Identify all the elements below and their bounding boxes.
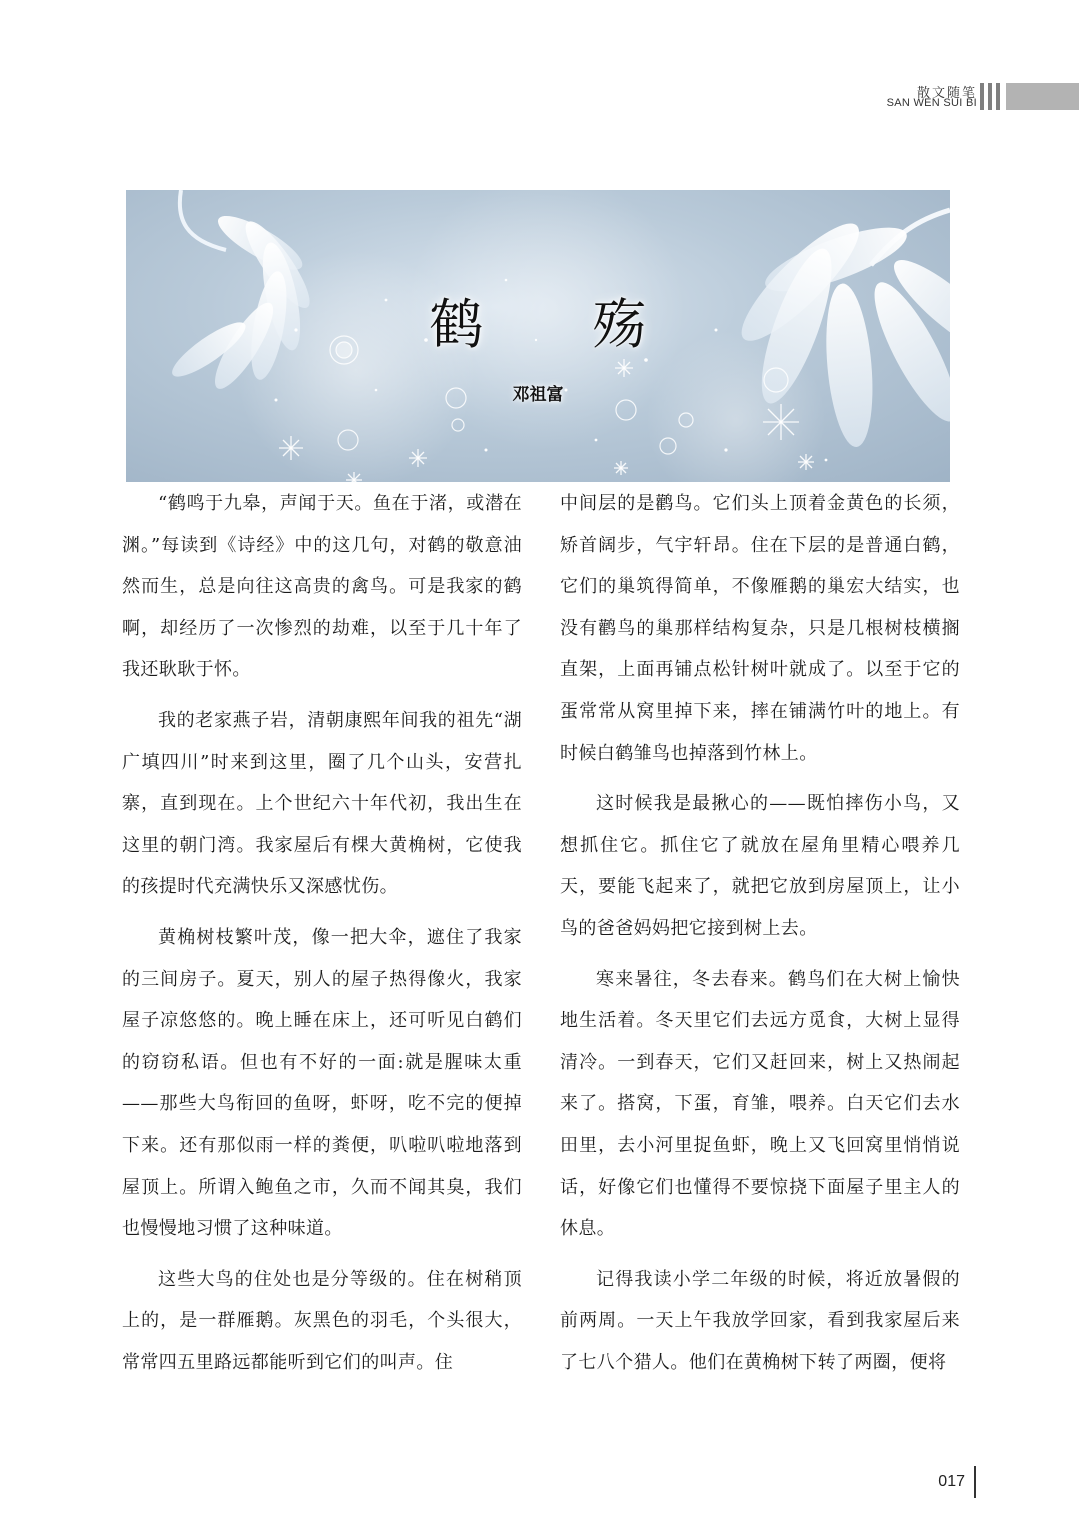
text-column-right bbox=[560, 483, 960, 1383]
page-number-rule bbox=[974, 1466, 976, 1498]
article-title: 鹤 殇 bbox=[429, 293, 693, 356]
header-bar bbox=[980, 83, 984, 110]
paragraph: 黄桷树枝繁叶茂，像一把大伞，遮住了我家的三间房子。夏天，别人的屋子热得像火，我家屋子凉悠悠的。晚上睡在床上，还可听见白鹤们的窃窃私语。但也有不好的一面:就是腥味太重——那些大鸟衔回的鱼呀，虾呀，吃不完的便掉下来。还有那似雨一样的粪便，叭啦叭啦地落到屋顶上。所谓入鲍鱼之市，久而不闻其臭，我们也慢慢地习惯了这种味道。 bbox=[122, 926, 522, 1240]
header-bar bbox=[988, 83, 992, 110]
header-decoration bbox=[980, 83, 1079, 110]
article-author: 邓祖富 bbox=[512, 385, 564, 405]
header-block bbox=[1006, 83, 1079, 110]
section-title-cn: 散文随笔 bbox=[916, 86, 977, 101]
paragraph: 我的老家燕子岩，清朝康熙年间我的祖先“湖广填四川”时来到这里，圈了几个山头，安营扎寨，直到现在。上个世纪六十年代初，我出生在这里的朝门湾。我家屋后有棵大黄桷树，它使我的孩提时代充满快乐又深感忧伤。 bbox=[122, 709, 522, 898]
paragraph: 这时候我是最揪心的——既怕摔伤小鸟，又想抓住它。抓住它了就放在屋角里精心喂养几天，要能飞起来了，就把它放到房屋顶上，让小鸟的爸爸妈妈把它接到树上去。 bbox=[560, 793, 960, 939]
paragraph: 寒来暑往，冬去春来。鹤鸟们在大树上愉快地生活着。冬天里它们去远方觅食，大树上显得清冷。一到春天，它们又赶回来，树上又热闹起来了。搭窝，下蛋，育雏，喂养。白天它们去水田里，去小河里捉鱼虾，晚上又飞回窝里悄悄说话，好像它们也懂得不要惊挠下面屋子里主人的休息。 bbox=[560, 968, 960, 1240]
section-title-en: SAN WEN SUI BI bbox=[886, 97, 977, 109]
paragraph: “鹤鸣于九皋，声闻于天。鱼在于渚，或潜在渊。”每读到《诗经》中的这几句，对鹤的敬意油然而生，总是向往这高贵的禽鸟。可是我家的鹤啊，却经历了一次惨烈的劫难，以至于几十年了我还耿耿于怀。 bbox=[122, 493, 522, 681]
page-number: 017 bbox=[938, 1473, 965, 1490]
title-banner bbox=[126, 190, 950, 482]
paragraph: 记得我读小学二年级的时候，将近放暑假的前两周。一天上午我放学回家，看到我家屋后来了七八个猎人。他们在黄桷树下转了两圈，便将 bbox=[560, 1268, 960, 1373]
paragraph: 这些大鸟的住处也是分等级的。住在树稍顶上的，是一群雁鹅。灰黑色的羽毛，个头很大，常常四五里路远都能听到它们的叫声。住 bbox=[122, 1268, 522, 1373]
paragraph: 中间层的是鹳鸟。它们头上顶着金黄色的长须，矫首阔步，气宇轩昂。住在下层的是普通白鹤，它们的巢筑得简单，不像雁鹅的巢宏大结实，也没有鹳鸟的巢那样结构复杂，只是几根树枝横搁直架，上面再铺点松针树叶就成了。以至于它的蛋常常从窝里掉下来，摔在铺满竹叶的地上。有时候白鹤雏鸟也掉落到竹林上。 bbox=[560, 493, 960, 764]
header-bar bbox=[996, 83, 1000, 110]
text-column-left bbox=[122, 483, 522, 1383]
